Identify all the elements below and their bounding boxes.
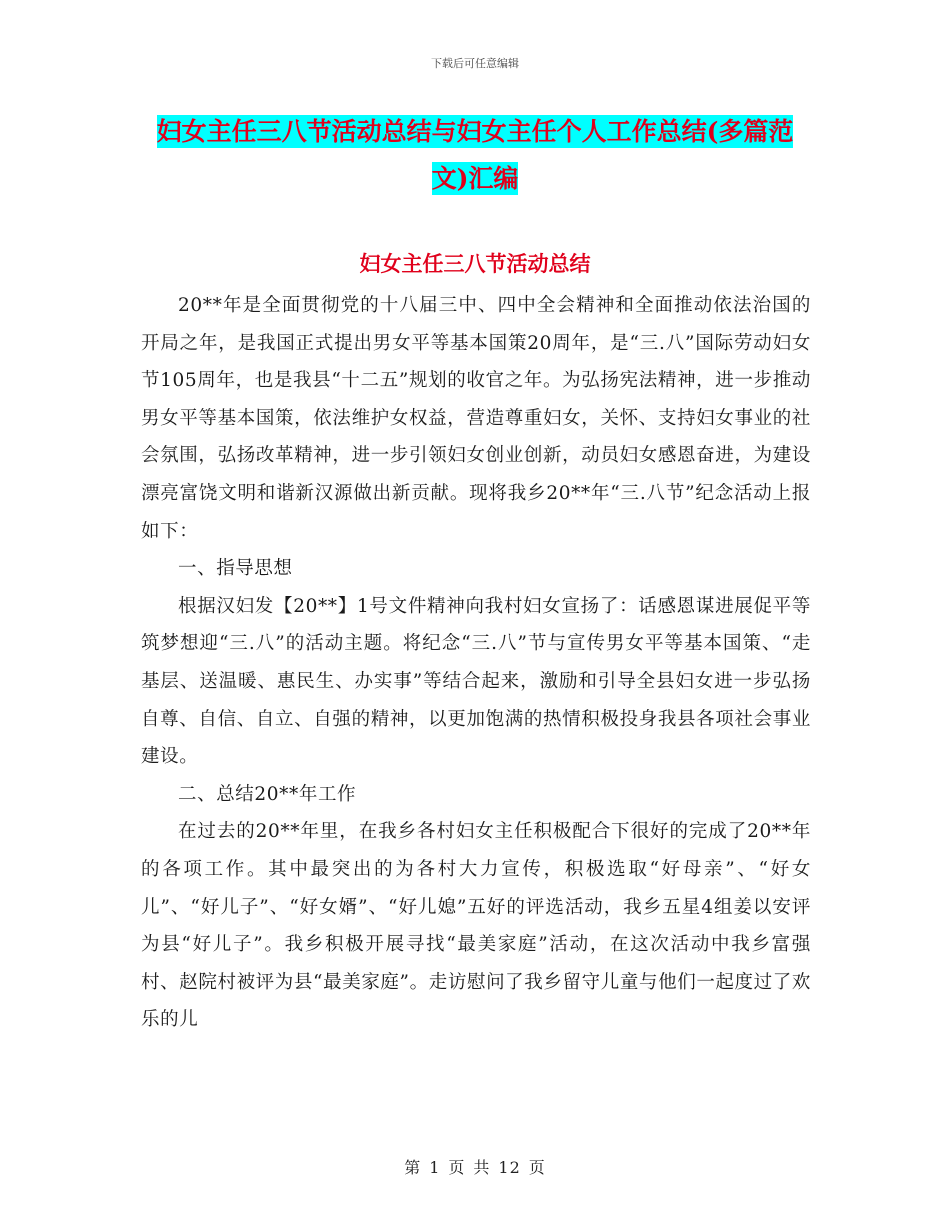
paragraph-guiding-thought: 根据汉妇发【20**】1号文件精神向我村妇女宣扬了：话感恩谋进展促平等筑梦想迎“三.八”的活动主题。将纪念“三.八”节与宣传男女平等基本国策、“走基层、送温暖、惠民生、办实事”等结合起来，激励和引导全县妇女进一步弘扬自尊、自信、自立、自强的精神，以更加饱满的热情积极投身我县各项社会事业建设。: [141, 595, 811, 768]
footer-total-prefix: 共: [473, 1158, 491, 1177]
footer-total-pages: 12: [498, 1158, 521, 1177]
footer-total-label: 页: [528, 1158, 546, 1177]
footer-page-label: 页: [448, 1158, 466, 1177]
page-footer: [0, 1155, 950, 1178]
paragraph-work-summary: 在过去的20**年里，在我乡各村妇女主任积极配合下很好的完成了20**年的各项工作。其中最突出的为各村大力宣传，积极选取“好母亲”、“好女儿”、“好儿子”、“好女婿”、“好儿媳”五好的评选活动，我乡五星4组姜以安评为县“好儿子”。我乡积极开展寻找“最美家庭”活动，在这次活动中我乡富强村、赵院村被评为县“最美家庭”。走访慰问了我乡留守儿童与他们一起度过了欢乐的儿: [141, 821, 811, 1031]
document-body: [141, 287, 811, 1039]
heading-work-summary: 二、总结20**年工作: [178, 783, 357, 805]
section-title: 妇女主任三八节活动总结: [359, 251, 591, 276]
header-note: 下载后可任意编辑: [431, 57, 519, 70]
footer-current-page: 1: [429, 1158, 441, 1177]
footer-prefix: 第: [404, 1158, 422, 1177]
heading-guiding-thought: 一、指导思想: [178, 558, 293, 580]
paragraph-intro: 20**年是全面贯彻党的十八届三中、四中全会精神和全面推动依法治国的开局之年，是我国正式提出男女平等基本国策20周年，是“三.八”国际劳动妇女节105周年，也是我县“十二五”规划的收官之年。为弘扬宪法精神，进一步推动男女平等基本国策，依法维护女权益，营造尊重妇女，关怀、支持妇女事业的社会氛围，弘扬改革精神，进一步引领妇女创业创新，动员妇女感恩奋进，为建设漂亮富饶文明和谐新汉源做出新贡献。现将我乡20**年“三.八节”纪念活动上报如下：: [141, 295, 811, 542]
document-title-text: 妇女主任三八节活动总结与妇女主任个人工作总结(多篇范文)汇编: [156, 117, 794, 193]
document-title: [140, 108, 810, 202]
